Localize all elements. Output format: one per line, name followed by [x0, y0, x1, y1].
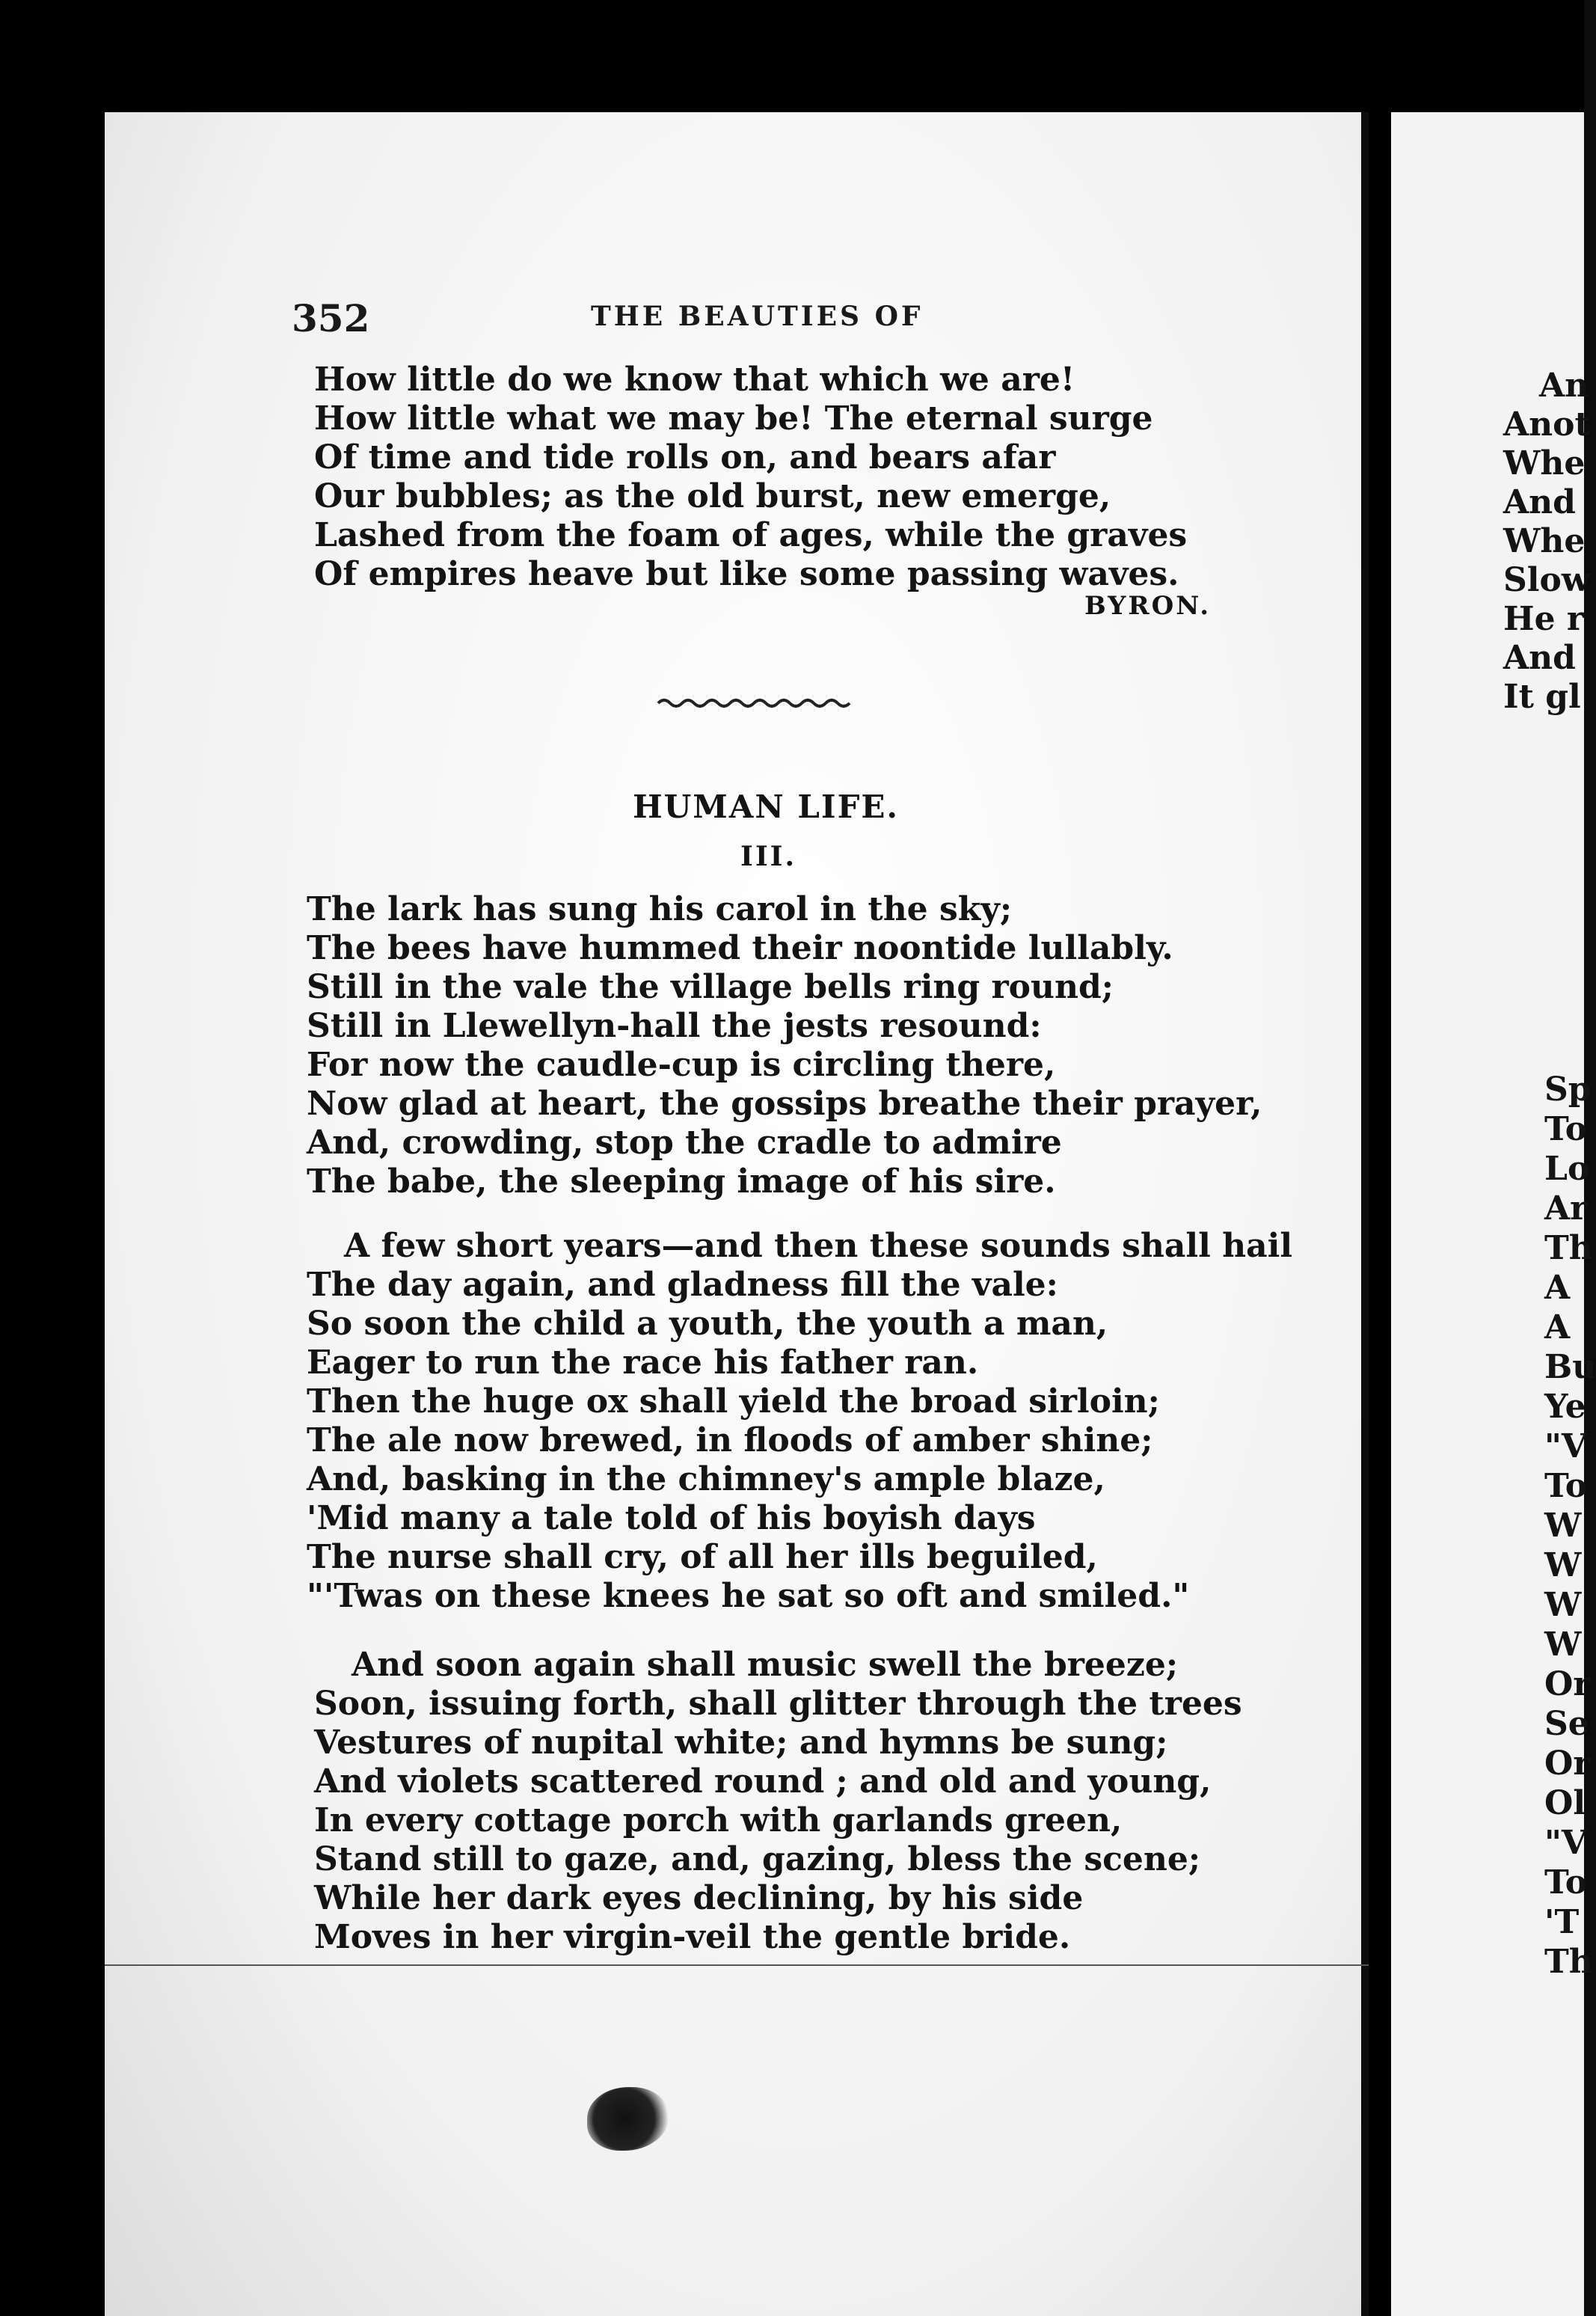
fragment-line: He r [1503, 600, 1585, 638]
fragment-line: Se [1544, 1705, 1589, 1743]
fragment-line: A [1544, 1308, 1571, 1347]
fragment-line: To [1544, 1110, 1588, 1148]
fragment-line: Lo [1544, 1150, 1590, 1188]
verse-line: Now glad at heart, the gossips breathe their prayer, [307, 1085, 1262, 1123]
verse-line: Of time and tide rolls on, and bears afar [314, 438, 1056, 477]
fragment-line: Ye [1544, 1388, 1586, 1426]
film-border-top [0, 0, 1584, 112]
verse-line: While her dark eyes declining, by his side [314, 1879, 1084, 1917]
fragment-line: An [1539, 367, 1589, 405]
verse-line: The bees have hummed their noontide lullably. [307, 929, 1173, 967]
verse-line: Stand still to gaze, and, gazing, bless the scene; [314, 1840, 1201, 1878]
poem-title: HUMAN LIFE. [633, 788, 900, 825]
fragment-line: Or [1544, 1665, 1591, 1703]
fragment-line: Whe [1503, 444, 1586, 482]
fragment-line: W [1544, 1546, 1582, 1584]
verse-line: In every cottage porch with garlands green, [314, 1801, 1123, 1839]
fragment-line: And [1503, 639, 1576, 677]
verse-line: Then the huge ox shall yield the broad sirloin; [307, 1382, 1160, 1421]
fragment-line: A [1544, 1269, 1571, 1307]
fragment-line: Ol [1544, 1784, 1586, 1822]
fragment-line: W [1544, 1586, 1582, 1624]
stanza-3 [314, 1646, 1242, 1957]
fragment-line: And [1503, 483, 1576, 521]
verse-line: So soon the child a youth, the youth a man, [307, 1305, 1108, 1343]
verse-line: Soon, issuing forth, shall glitter through the trees [314, 1685, 1242, 1723]
verse-line: How little do we know that which we are! [314, 361, 1075, 399]
verse-line: Moves in her virgin-veil the gentle bride. [314, 1918, 1071, 1956]
running-head: THE BEAUTIES OF [591, 301, 924, 332]
fragment-line: Ar [1544, 1189, 1588, 1228]
verse-line: 'Mid many a tale told of his boyish days [307, 1499, 1036, 1537]
page-header [292, 296, 1264, 341]
verse-line: Lashed from the foam of ages, while the graves [314, 516, 1188, 554]
verse-line: How little what we may be! The eternal surge [314, 399, 1153, 438]
verse-line: Still in Llewellyn-hall the jests resound: [307, 1007, 1042, 1045]
facing-page-lower-fragments [1544, 1070, 1596, 1982]
verse-line: And violets scattered round ; and old and young, [314, 1762, 1212, 1801]
byron-verse [314, 361, 1187, 594]
fragment-line: W [1544, 1626, 1582, 1664]
verse-line: And, basking in the chimney's ample blaze, [307, 1460, 1105, 1498]
page-number: 352 [292, 296, 370, 340]
verse-line: Eager to run the race his father ran. [307, 1344, 979, 1382]
verse-line: The lark has sung his carol in the sky; [307, 890, 1013, 928]
fragment-line: W [1544, 1507, 1582, 1545]
verse-line: The day again, and gladness fill the vale: [307, 1266, 1058, 1304]
fragment-line: 'T [1544, 1903, 1580, 1941]
verse-line: The nurse shall cry, of all her ills beguiled, [307, 1538, 1098, 1576]
fragment-line: "V [1544, 1427, 1588, 1465]
scan-artifact-line [105, 1964, 1369, 1966]
fragment-line: To [1544, 1467, 1588, 1505]
verse-line: For now the caudle-cup is circling there, [307, 1046, 1056, 1084]
fragment-line: Bu [1544, 1348, 1596, 1386]
fragment-line: It gl [1503, 678, 1581, 716]
fragment-line: Sp [1544, 1070, 1592, 1109]
verse-line: And, crowding, stop the cradle to admire [307, 1124, 1062, 1162]
film-border-left [0, 112, 105, 2316]
verse-line: Vestures of nupital white; and hymns be sung; [314, 1724, 1168, 1762]
verse-line: The ale now brewed, in floods of amber shine; [307, 1421, 1153, 1459]
verse-line: A few short years—and then these sounds shall hail [344, 1227, 1293, 1265]
fragment-line: Th [1544, 1229, 1593, 1267]
verse-line: Of empires heave but like some passing waves. [314, 555, 1179, 593]
fragment-line: Whe [1503, 522, 1586, 560]
stanza-2 [307, 1227, 1292, 1616]
verse-line: "'Twas on these knees he sat so oft and smiled." [307, 1577, 1190, 1615]
fragment-line: Anot [1503, 405, 1590, 444]
attribution-byron: BYRON. [1084, 591, 1212, 621]
fragment-line: Or [1544, 1744, 1591, 1783]
wavy-divider-ornament [658, 696, 853, 711]
verse-line: Our bubbles; as the old burst, new emerge, [314, 477, 1111, 515]
facing-page-edge [1391, 112, 1596, 2316]
verse-line: The babe, the sleeping image of his sire. [307, 1162, 1056, 1201]
verse-line: And soon again shall music swell the breeze; [352, 1646, 1179, 1684]
fragment-line: Th [1544, 1943, 1593, 1981]
fragment-line: To [1544, 1863, 1588, 1902]
fragment-line: Slow [1503, 561, 1590, 599]
verse-line: Still in the vale the village bells ring round; [307, 968, 1114, 1006]
facing-page-upper-fragments [1503, 367, 1590, 717]
stanza-1 [307, 890, 1262, 1201]
poem-section-number: III. [740, 841, 797, 872]
fragment-line: "V [1544, 1824, 1588, 1862]
